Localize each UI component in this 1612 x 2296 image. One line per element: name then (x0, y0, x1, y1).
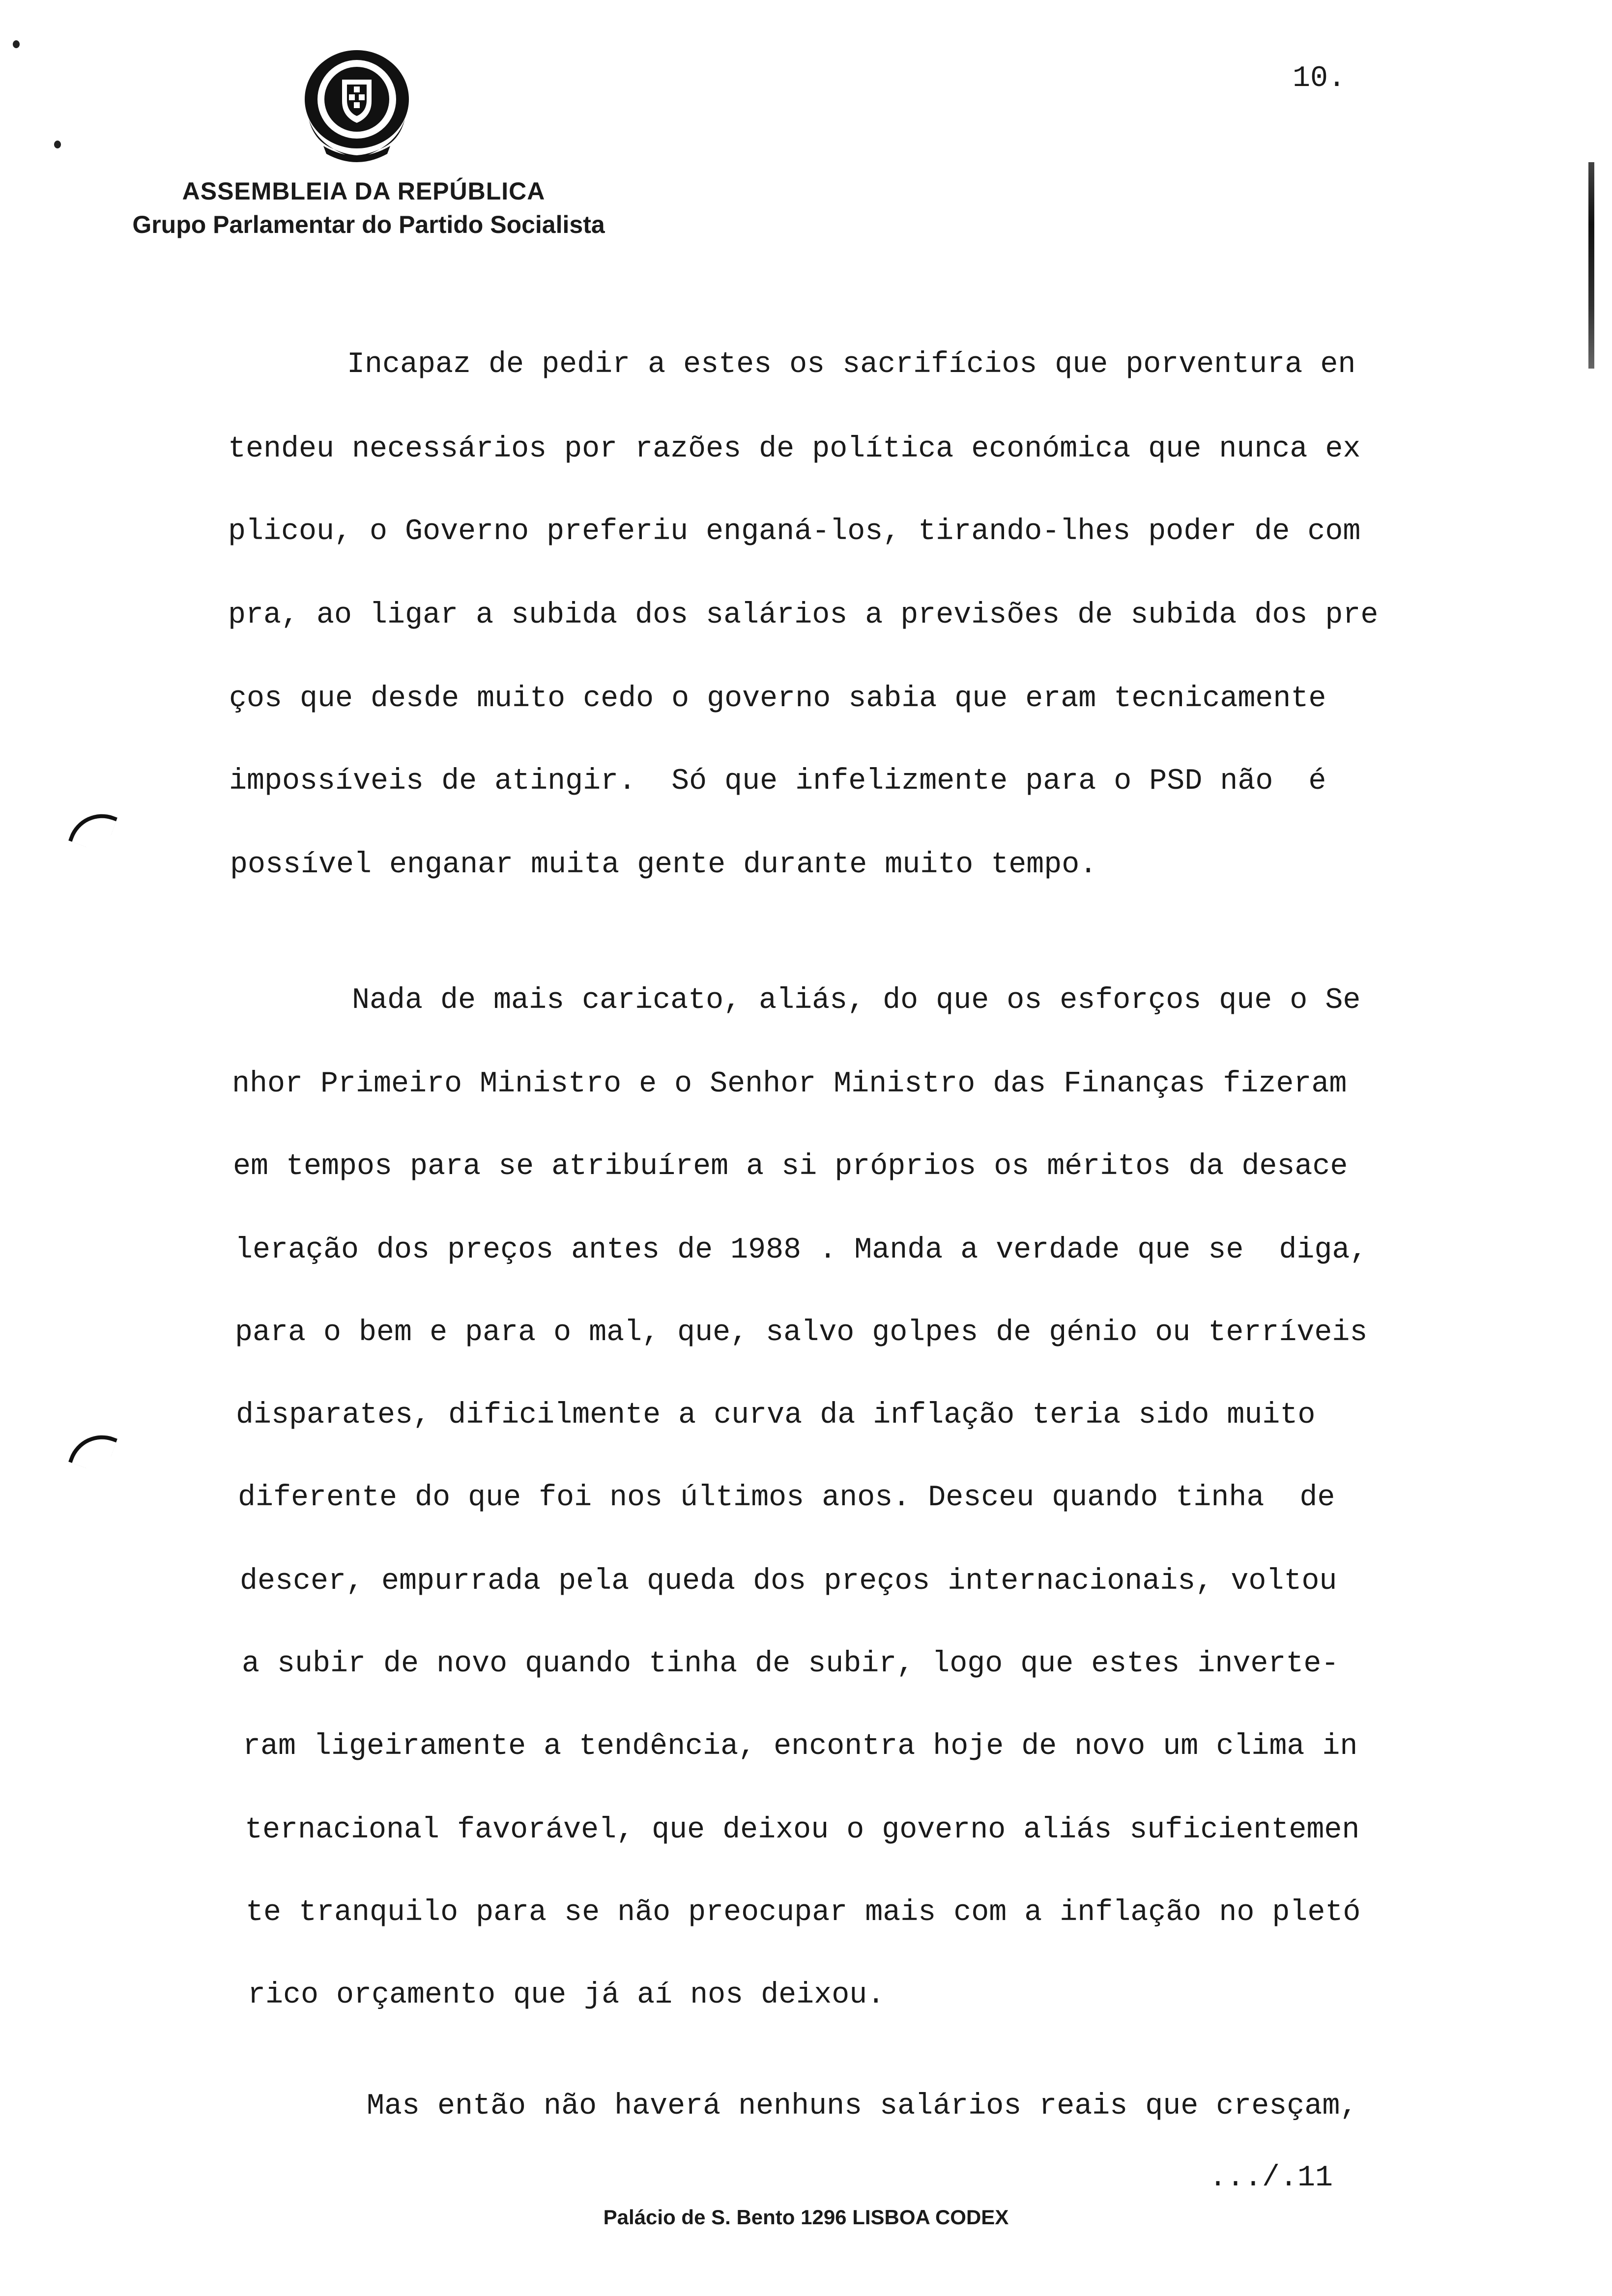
parliamentary-group-name: Grupo Parlamentar do Partido Socialista (132, 211, 605, 238)
text-line: rico orçamento que já aí nos deixou. (248, 1979, 885, 2012)
text-line: ços que desde muito cedo o governo sabia que eram tecnicamente (229, 682, 1326, 716)
text-line: pra, ao ligar a subida dos salários a previsões de subida dos pre (228, 599, 1379, 632)
text-line: impossíveis de atingir. Só que infelizmente para o PSD não é (229, 765, 1326, 798)
text-line: em tempos para se atribuírem a si próprios os méritos da desace (233, 1150, 1348, 1183)
margin-arc-mark (68, 1426, 117, 1475)
organization-name: ASSEMBLEIA DA REPÚBLICA (182, 177, 546, 205)
continuation-marker: .../.11 (1209, 2161, 1333, 2195)
text-line: nhor Primeiro Ministro e o Senhor Ministro das Finanças fizeram (232, 1067, 1347, 1101)
scan-speck (13, 40, 20, 48)
margin-arc-mark (68, 804, 117, 854)
scan-edge-mark (1588, 162, 1594, 369)
text-line: ternacional favorável, que deixou o governo aliás suficientemen (245, 1813, 1360, 1847)
text-line: Nada de mais caricato, aliás, do que os esforços que o Se (352, 984, 1361, 1017)
page-number: 10. (1293, 62, 1346, 95)
text-line: a subir de novo quando tinha de subir, logo que estes inverte- (242, 1647, 1339, 1681)
text-line: descer, empurrada pela queda dos preços internacionais, voltou (240, 1565, 1337, 1598)
text-line: leração dos preços antes de 1988 . Manda a verdade que se diga, (235, 1234, 1368, 1267)
scan-speck (54, 141, 61, 148)
text-line: te tranquilo para se não preocupar mais com a inflação no pletó (246, 1896, 1361, 1929)
text-line: Mas então não haverá nenhuns salários reais que cresçam, (367, 2090, 1358, 2123)
footer-address: Palácio de S. Bento 1296 LISBOA CODEX (603, 2206, 1009, 2229)
text-line: diferente do que foi nos últimos anos. Desceu quando tinha de (238, 1481, 1335, 1515)
text-line: disparates, dificilmente a curva da inflação teria sido muito (236, 1399, 1316, 1432)
text-line: para o bem e para o mal, que, salvo golpes de génio ou terríveis (235, 1316, 1368, 1349)
text-line: ram ligeiramente a tendência, encontra hoje de novo um clima in (243, 1730, 1358, 1763)
text-line: tendeu necessários por razões de política económica que nunca ex (228, 432, 1361, 466)
text-line: Incapaz de pedir a estes os sacrifícios que porventura en (347, 348, 1356, 381)
text-line: possível enganar muita gente durante muito tempo. (230, 848, 1097, 882)
coat-of-arms-icon (289, 45, 425, 168)
text-line: plicou, o Governo preferiu enganá-los, tirando-lhes poder de com (228, 515, 1361, 548)
